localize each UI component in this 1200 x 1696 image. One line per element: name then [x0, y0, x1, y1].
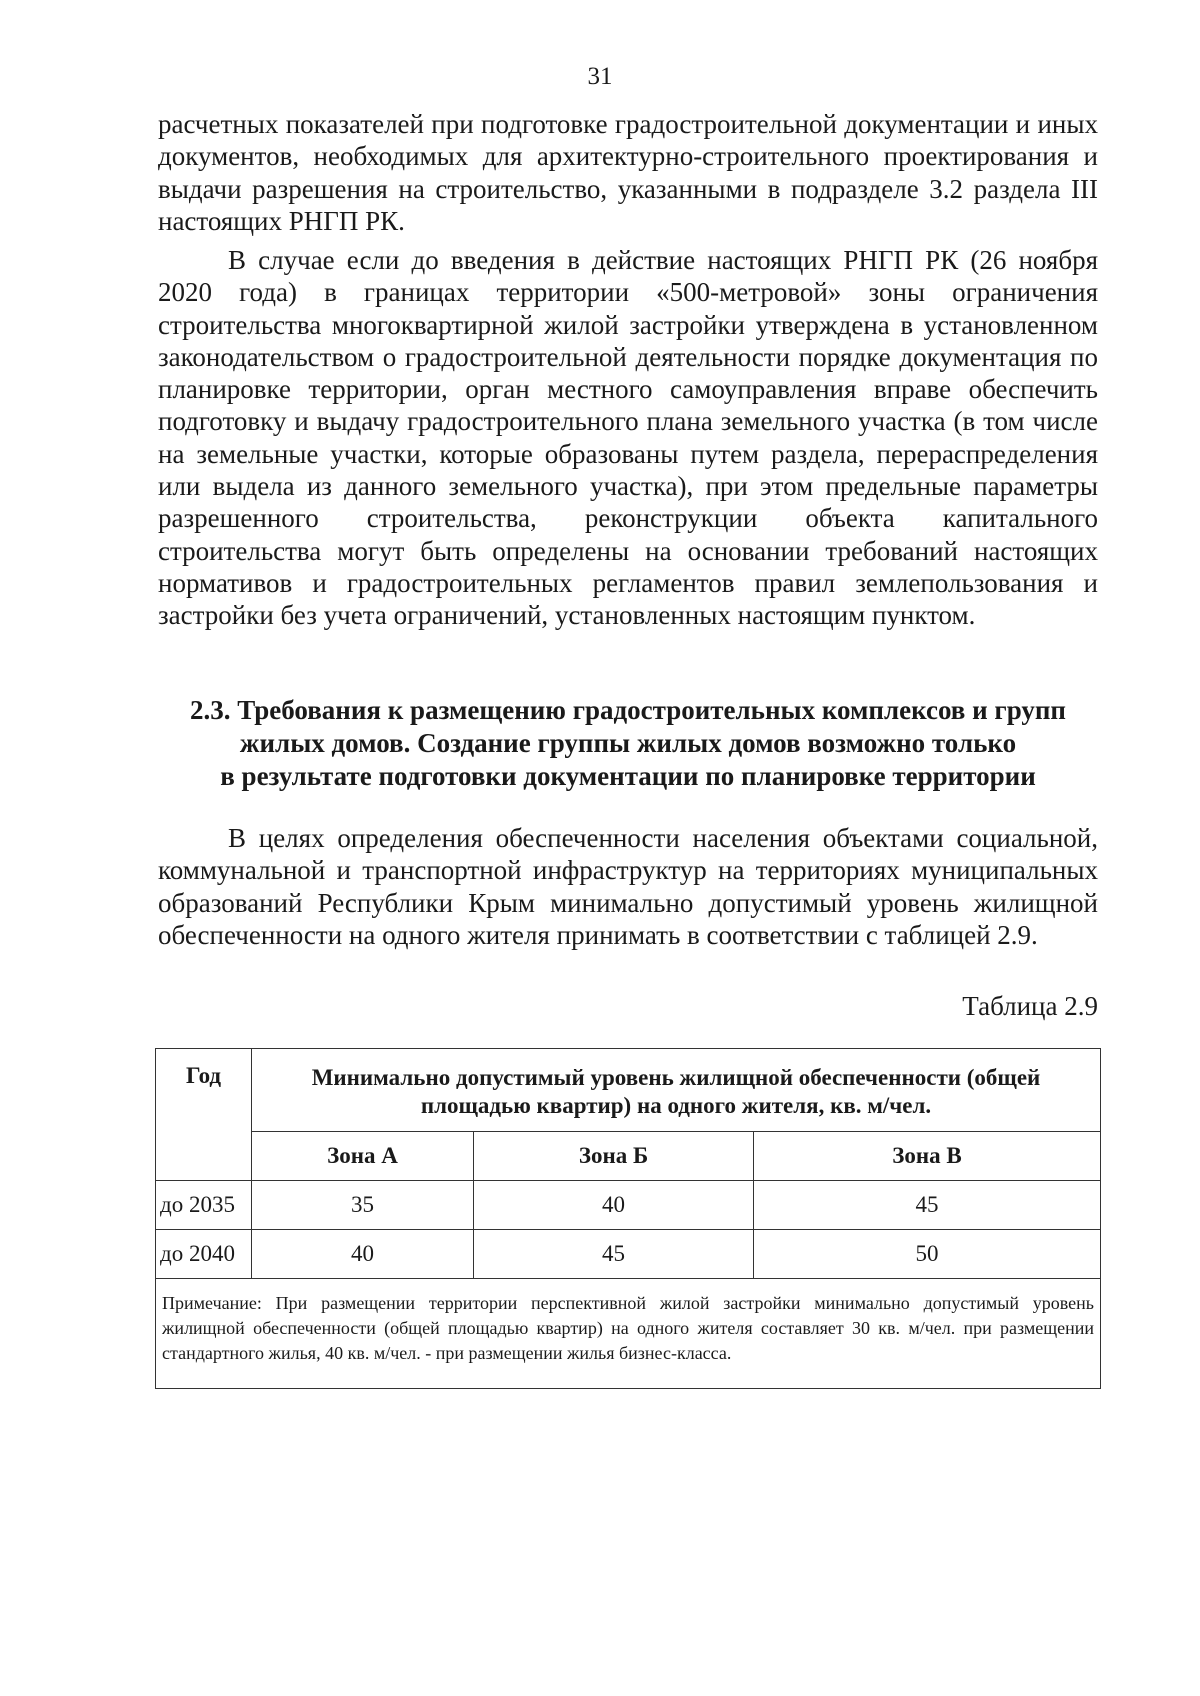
table-zone-row	[156, 1132, 1101, 1181]
table-caption: Таблица 2.9	[962, 991, 1098, 1021]
header-main: Минимально допустимый уровень жилищной обеспеченности (общей площадью квартир) на одного жителя, кв. м/чел.	[252, 1049, 1101, 1132]
paragraph-500m-zone: В случае если до введения в действие настоящих РНГП РК (26 ноября 2020 года) в границах территории «500-метровой» зоны ограничения строительства многоквартирной жилой застройки утверждена в установленном законодательством о градостроительной деятельности порядке документация по планировке территории, орган местного самоуправления вправе обеспечить подготовку и выдачу градостроительного плана земельного участка (в том числе на земельные участки, которые образованы путем раздела, перераспределения или выдела из данного земельного участка), при этом предельные параметры разрешенного строительства, реконструкции объекта капитального строительства могут быть определены на основании требований настоящих нормативов и градостроительных регламентов правил землепользования и застройки без учета ограничений, установленных настоящим пунктом.	[158, 245, 1098, 631]
section-heading-line: в результате подготовки документации по планировке территории	[220, 761, 1036, 791]
table-cell: 45	[474, 1230, 754, 1279]
table-cell: 45	[754, 1181, 1101, 1230]
table-header-row	[156, 1049, 1101, 1132]
table-cell: 35	[252, 1181, 474, 1230]
header-zone-b: Зона Б	[474, 1132, 754, 1181]
table-note: Примечание: При размещении территории перспективной жилой застройки минимально допустимый уровень жилищной обеспеченности (общей площадью квартир) на одного жителя составляет 30 кв. м/чел. при размещении стандартного жилья, 40 кв. м/чел. - при размещении жилья бизнес-класса.	[156, 1279, 1101, 1389]
section-heading-line: жилых домов. Создание группы жилых домов возможно только	[239, 728, 1017, 758]
paragraph-housing-provision: В целях определения обеспеченности населения объектами социальной, коммунальной и транспортной инфраструктур на территориях муниципальных образований Республики Крым минимально допустимый уровень жилищной обеспеченности на одного жителя принимать в соответствии с таблицей 2.9.	[158, 823, 1098, 950]
table-cell-year: до 2035	[156, 1181, 252, 1230]
table-cell-year: до 2040	[156, 1230, 252, 1279]
header-year: Год	[156, 1049, 252, 1181]
table-cell: 40	[252, 1230, 474, 1279]
housing-provision-table	[155, 1048, 1101, 1389]
table-note-row	[156, 1279, 1101, 1389]
paragraph-continuation: расчетных показателей при подготовке градостроительной документации и иных документов, необходимых для архитектурно-строительного проектирования и выдачи разрешения на строительство, указанными в подразделе 3.2 раздела III настоящих РНГП РК.	[158, 109, 1098, 236]
table-cell: 40	[474, 1181, 754, 1230]
table-row	[156, 1181, 1101, 1230]
table-row	[156, 1230, 1101, 1279]
section-heading-2-3	[158, 694, 1098, 793]
section-heading-line: 2.3. Требования к размещению градостроительных комплексов и групп	[190, 695, 1066, 725]
header-zone-a: Зона А	[252, 1132, 474, 1181]
table-cell: 50	[754, 1230, 1101, 1279]
page-number: 31	[587, 63, 613, 90]
header-zone-v: Зона В	[754, 1132, 1101, 1181]
